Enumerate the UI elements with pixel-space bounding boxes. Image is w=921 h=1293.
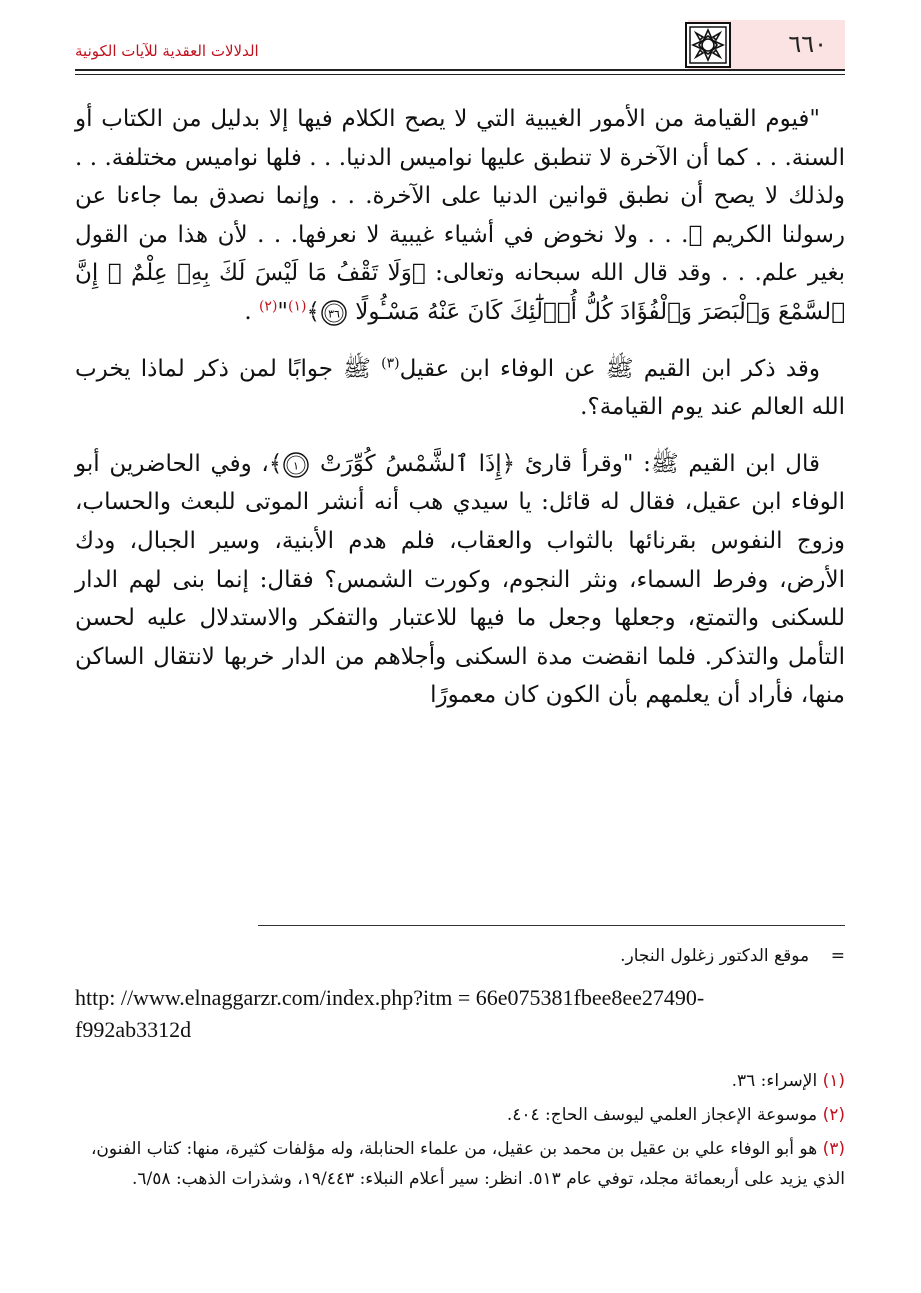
source-url: http: //www.elnaggarzr.com/index.php?itm = 66e075381fbee8ee27490- f992ab3312d [75,985,705,1042]
footnote-3: (٣) هو أبو الوفاء علي بن عقيل بن محمد بن عقيل، من علماء الحنابلة، وله مؤلفات كثيرة، منها: كتاب الفنون، الذي يزيد على أربعمائة مجلد، توفي عام ٥١٣. انظر: سير أعلام النبلاء: ١٩/٤٤٣، وشذرات الذهب: ٦/٥٨. [90,1139,845,1189]
verse-number: ١ [293,459,300,473]
verse-number-ornament-icon [320,299,348,327]
footnote-marker: (٣) [822,1139,845,1159]
footnote-ref: (١) [288,298,307,315]
footnote-1: (١) الإسراء: ٣٦. [731,1071,845,1091]
header-rule [75,69,845,71]
footnotes [75,940,845,1194]
main-text [75,100,845,715]
continuation-marker: = [830,946,845,966]
page-number: ٦٦٠ [788,30,827,58]
footnote-marker: (١) [822,1071,845,1091]
footnote-separator [258,925,845,926]
footnote-ref: (٢) [258,298,278,315]
paragraph-1: "فيوم القيامة من الأمور الغيبية التي لا يصح الكلام فيها إلا بدليل من الكتاب أو السنة. . . كما أن الآخرة لا تنطبق عليها نواميس الدنيا. . . فلها نواميس مختلفة. . . ولذلك لا يصح أن نطبق قوانين الدنيا على الآخرة. . . وإنما نصدق بما جاءنا عن رسولنا الكريم ﷺ. . . ولا نخوض في أشياء غيبية لا نعرفها. . . لأن هذا من القول بغير علم. . . وقد قال الله سبحانه وتعالى: ﴿وَلَا تَقْفُ مَا لَيْسَ لَكَ بِهِۦ عِلْمٌ ۚ إِنَّ ٱلسَّمْعَ وَٱلْبَصَرَ وَٱلْفُؤَادَ كُلُّ أُو۟لَٰٓئِكَ كَانَ عَنْهُ مَسْـُٔولًا ٣٦ ﴾$^{(١)}$"$^{(٢)}$ . [75,106,846,325]
paragraph-3: قال ابن القيم ﷺ: "وقرأ قارئ ﴿إِذَا ٱلشَّمْسُ كُوِّرَتْ ١ ﴾، وفي الحاضرين أبو الوفاء ابن عقيل، فقال له قائل: يا سيدي هب أنه أنشر الموتى للبعث والحساب، وزوج النفوس بقرنائها بالثواب والعقاب، فلم هدم الأبنية، وسير الجبال، ودك الأرض، وفرط السماء، ونثر النجوم، وكورت الشمس؟ فقال: إنما بنى لهم الدار للسكنى والتمتع، وجعلها وجعل ما فيها للاعتبار والتفكر والاستدلال عليه لحسن التأمل والتذكر. فلما انقضت مدة السكنى وأجلاهم من الدار خربها لانتقال الساكن منها، فأراد أن يعلمهم بأن الكون كان معمورًا [75,450,845,709]
header-rule-thin [75,74,845,75]
ornament-emblem-icon [685,22,731,68]
footnote-2: (٢) موسوعة الإعجاز العلمي ليوسف الحاج: ٤٠٤. [506,1105,845,1125]
verse-number-ornament-icon [282,451,310,479]
footnote-marker: (٢) [822,1105,845,1125]
page-header [75,20,845,72]
source-note: = موقع الدكتور زغلول النجار. [620,946,845,966]
quran-verse: ﴿وَلَا تَقْفُ مَا لَيْسَ لَكَ بِهِۦ عِلْمٌ ۚ إِنَّ ٱلسَّمْعَ وَٱلْبَصَرَ وَٱلْفُؤَادَ كُلُّ أُو۟لَٰٓئِكَ كَانَ عَنْهُ مَسْـُٔولًا [75,260,845,325]
verse-number: ٣٦ [328,307,340,321]
footnote-ref: (٣) [381,354,400,371]
paragraph-2: وقد ذكر ابن القيم ﷺ عن الوفاء ابن عقيل$^{(٣)}$ ﷺ جوابًا لمن ذكر لماذا يخرب الله العالم عند يوم القيامة؟. [75,354,845,421]
book-title: الدلالات العقدية للآيات الكونية [75,42,259,60]
